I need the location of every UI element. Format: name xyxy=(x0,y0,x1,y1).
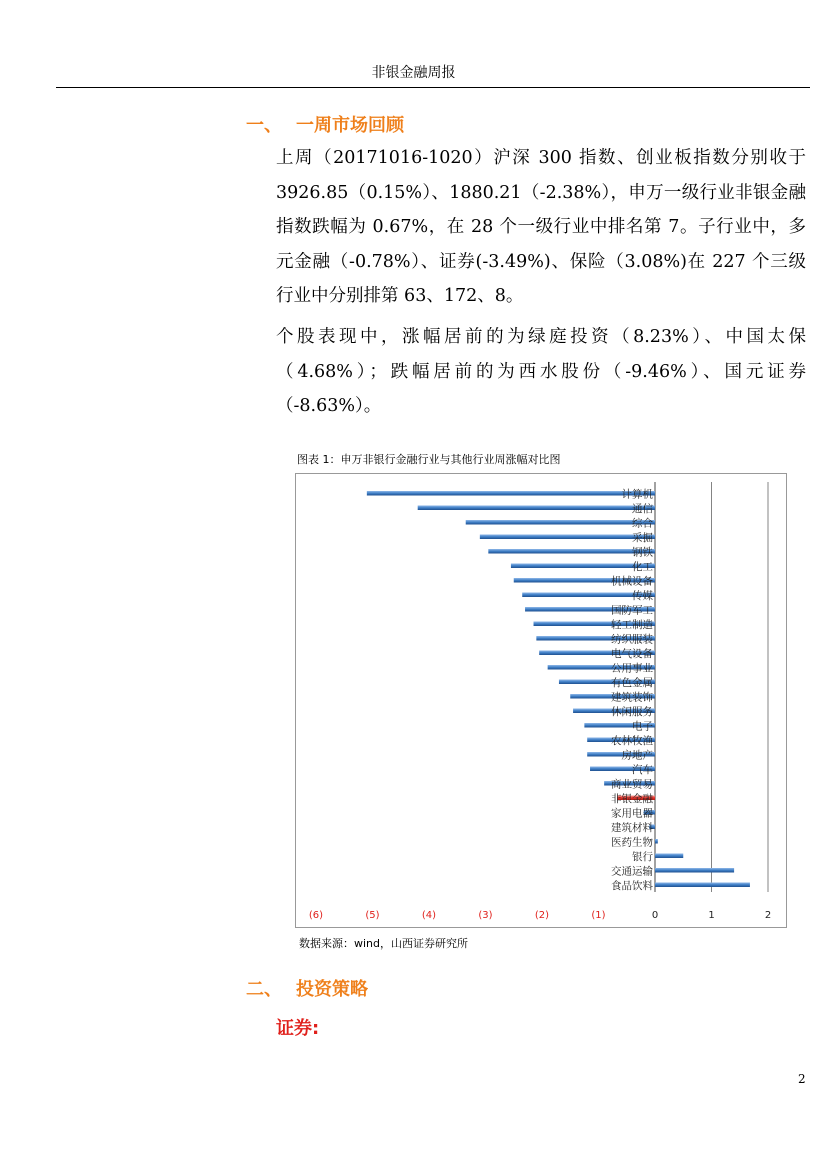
category-label: 传媒 xyxy=(632,589,653,602)
category-label: 医药生物 xyxy=(611,836,653,849)
x-tick-label: (2) xyxy=(534,910,550,921)
bar-0 xyxy=(367,491,655,496)
x-tick-label: (3) xyxy=(478,910,493,921)
bar-27 xyxy=(655,883,750,888)
category-label: 农林牧渔 xyxy=(611,734,653,747)
x-tick-label: 2 xyxy=(764,910,772,921)
category-label: 房地产 xyxy=(621,749,653,762)
section-number: 二、 xyxy=(246,979,282,1000)
industry-weekly-change-chart xyxy=(295,473,787,928)
stock-performance-paragraph: 个股表现中，涨幅居前的为绿庭投资（8.23%）、中国太保（4.68%）；跌幅居前的为西水股份（-9.46%）、国元证券（-8.63%）。 xyxy=(276,327,806,416)
category-label: 休闲服务 xyxy=(611,705,653,718)
category-label: 家用电器 xyxy=(611,807,653,820)
figure-source: 数据来源：wind，山西证券研究所 xyxy=(299,937,469,950)
category-label: 化工 xyxy=(632,560,653,573)
category-label: 计算机 xyxy=(621,488,653,501)
market-review-paragraph: 上周（20171016-1020）沪深 300 指数、创业板指数分别收于 3926.85（0.15%）、1880.21（-2.38%），申万一级行业非银金融指数跌幅为 0.67%，在 28 个一级行业中排名第 7。子行业中，多元金融（-0.78%）、证券(-3.49%)、保险（3.08%)在 227 个三级行业中分别排第 63、172、8。 xyxy=(276,148,806,306)
bar-4 xyxy=(488,549,655,554)
bar-3 xyxy=(480,535,655,540)
category-label: 电气设备 xyxy=(611,647,653,660)
bar-1 xyxy=(418,506,655,511)
bar-2 xyxy=(466,520,655,525)
category-label: 轻工制造 xyxy=(611,618,653,631)
section-title: 一周市场回顾 xyxy=(296,115,404,136)
subheading-securities: 证券: xyxy=(276,1018,320,1039)
figure-caption: 图表 1：申万非银行金融行业与其他行业周涨幅对比图 xyxy=(297,453,561,466)
header-rule xyxy=(56,87,810,88)
section-title: 投资策略 xyxy=(296,979,368,1000)
category-label: 非银金融 xyxy=(611,792,653,805)
category-label: 采掘 xyxy=(632,531,653,544)
category-label: 机械设备 xyxy=(611,575,653,588)
category-label: 纺织服装 xyxy=(611,633,653,646)
report-header-title: 非银金融周报 xyxy=(371,65,456,81)
bar-26 xyxy=(655,868,734,873)
category-label: 商业贸易 xyxy=(611,778,653,791)
x-tick-label: 0 xyxy=(651,910,659,921)
category-label: 通信 xyxy=(632,502,653,515)
category-label: 交通运输 xyxy=(611,865,653,878)
x-tick-label: (4) xyxy=(421,910,437,921)
category-label: 建筑材料 xyxy=(611,821,653,834)
category-label: 银行 xyxy=(632,850,653,863)
category-label: 汽车 xyxy=(632,763,653,776)
bar-24 xyxy=(655,839,658,844)
x-tick-label: (1) xyxy=(591,910,606,921)
page-number: 2 xyxy=(798,1072,806,1086)
section-heading-market-review xyxy=(246,111,418,137)
section-heading-investment-strategy xyxy=(246,975,382,1001)
bar-chart-svg xyxy=(296,474,786,927)
x-tick-label: (5) xyxy=(365,910,380,921)
x-tick-label: (6) xyxy=(308,910,324,921)
x-tick-label: 1 xyxy=(708,910,715,921)
category-label: 电子 xyxy=(632,720,653,733)
category-label: 食品饮料 xyxy=(611,879,653,892)
category-label: 公用事业 xyxy=(611,662,653,675)
category-label: 钢铁 xyxy=(632,546,653,559)
category-label: 建筑装饰 xyxy=(611,691,653,704)
category-label: 综合 xyxy=(632,517,653,530)
category-label: 有色金属 xyxy=(611,676,653,689)
section-number: 一、 xyxy=(246,115,282,136)
category-label: 国防军工 xyxy=(611,604,653,617)
bar-25 xyxy=(655,854,683,859)
